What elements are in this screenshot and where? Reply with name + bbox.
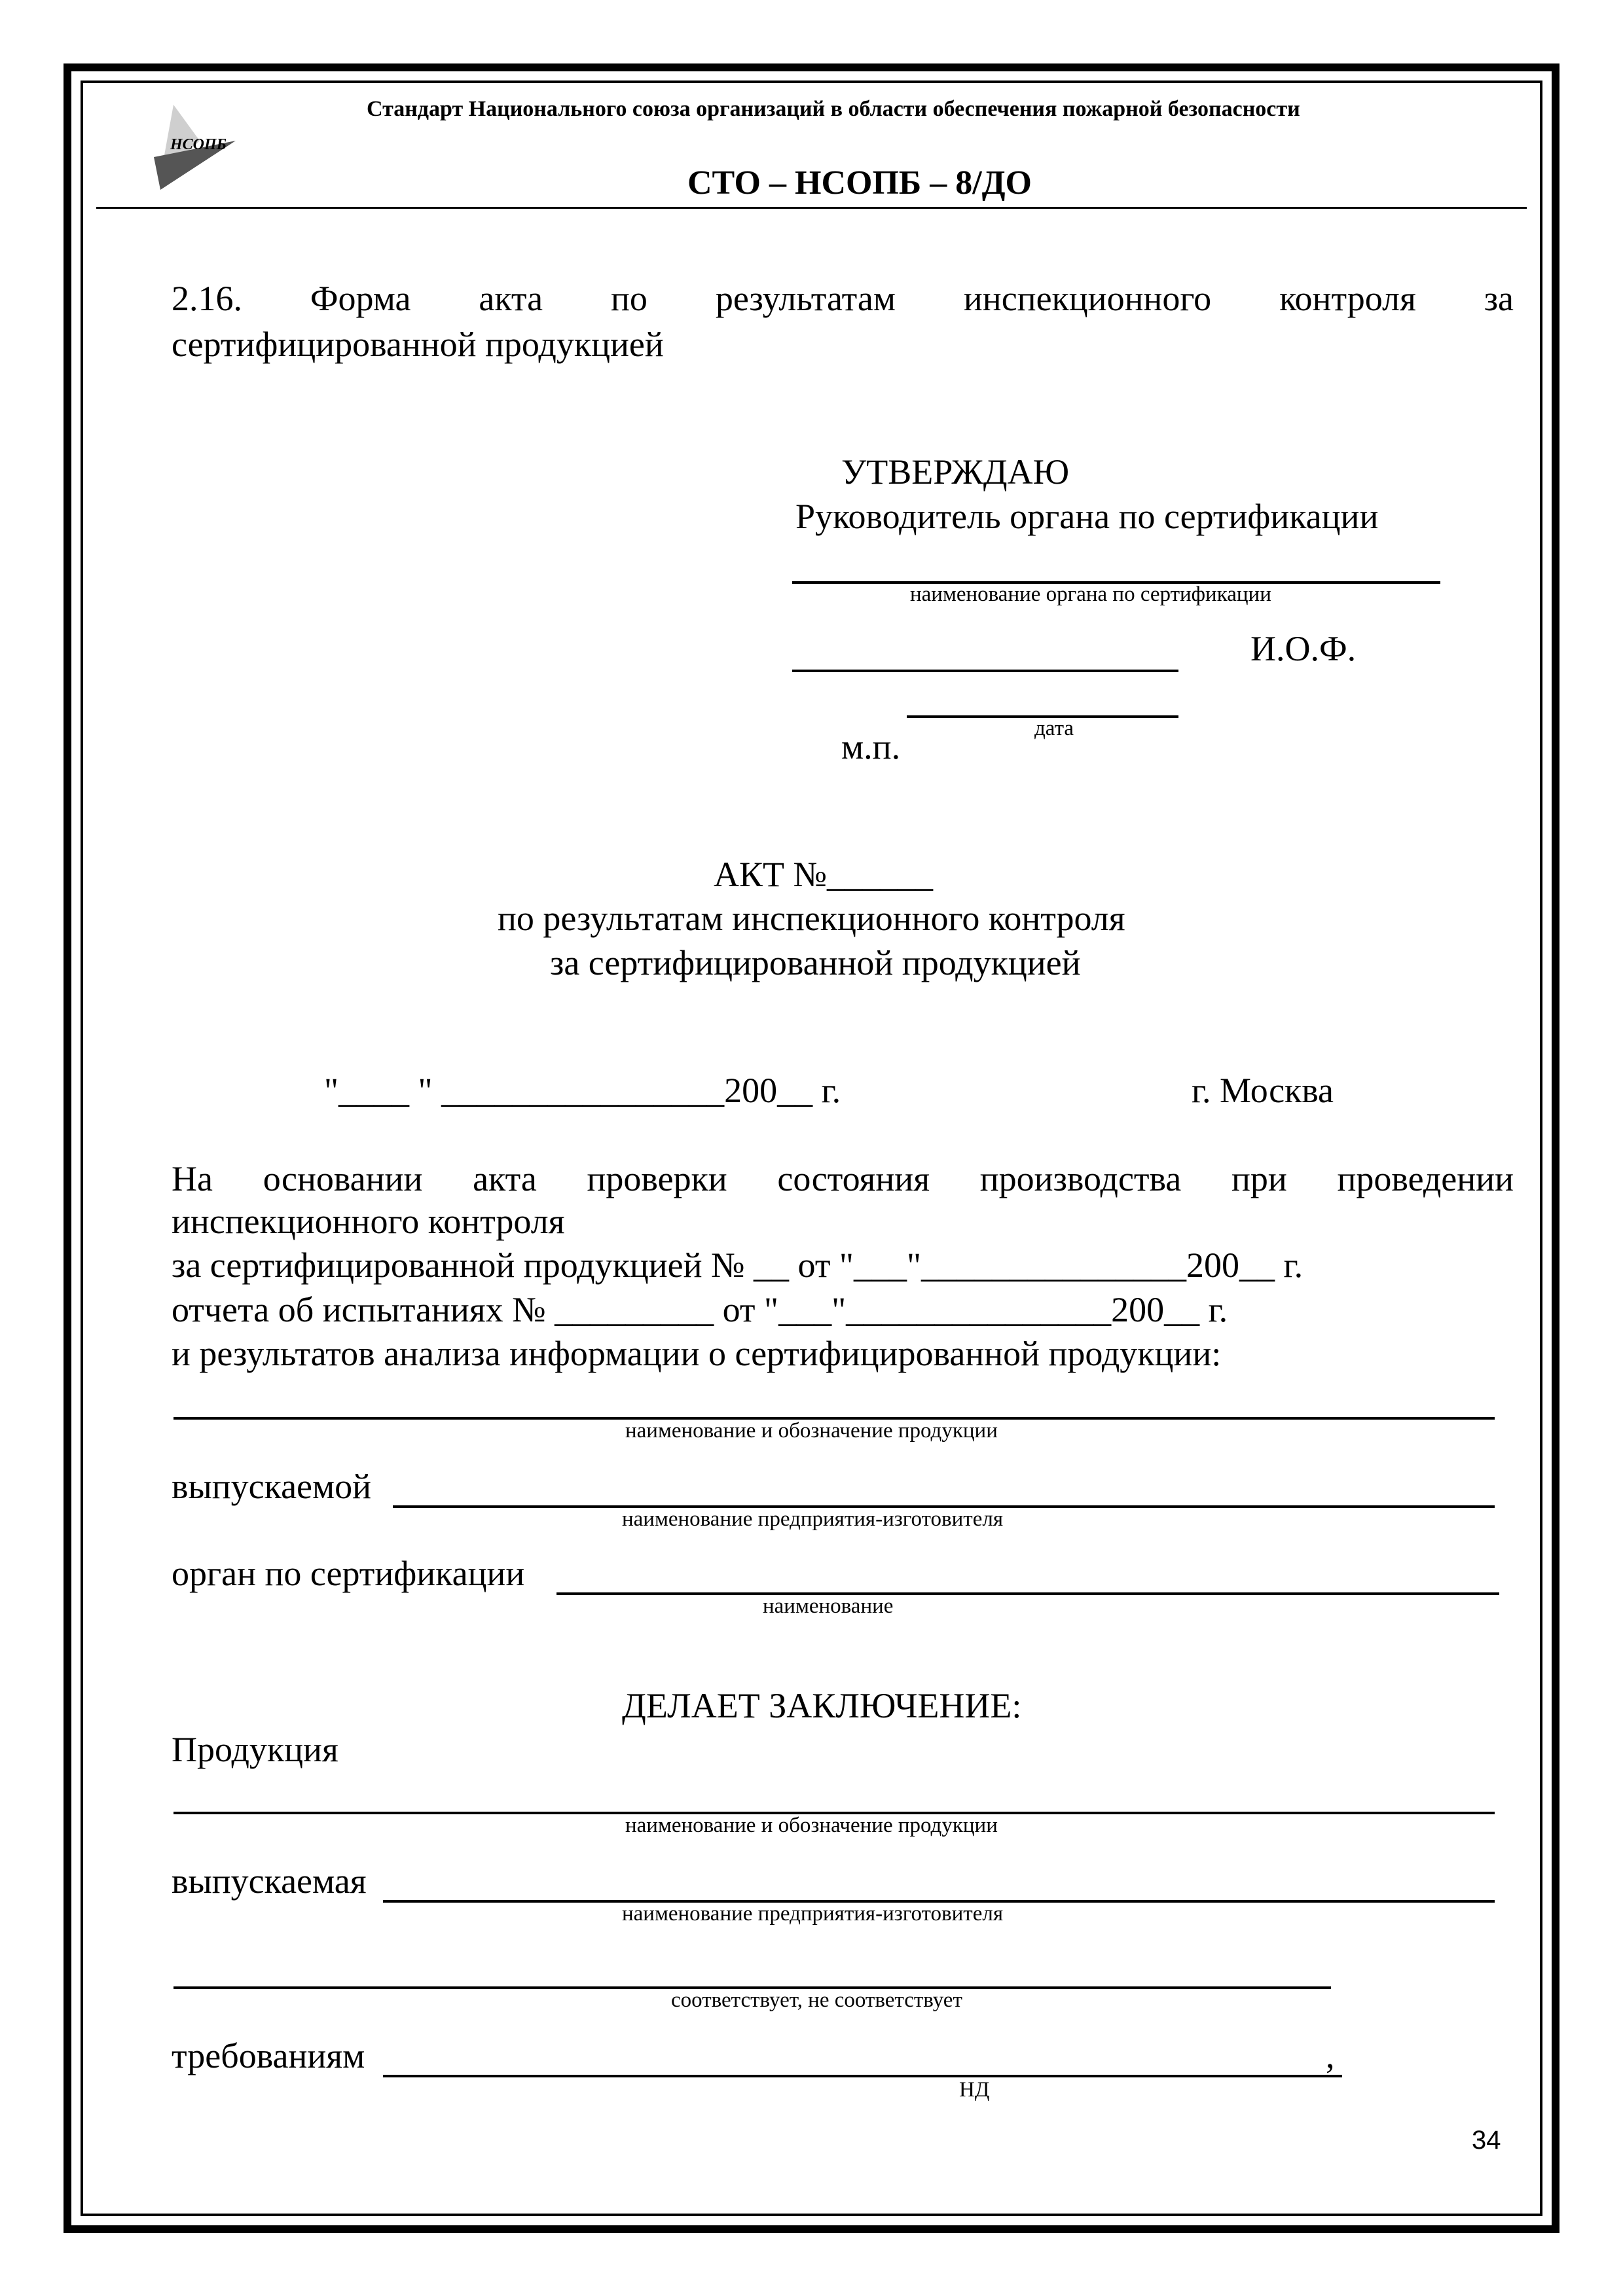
svg-text:НСОПБ: НСОПБ xyxy=(170,136,227,153)
requirements-comma: , xyxy=(1326,2036,1335,2075)
basis-line-1-word: На xyxy=(172,1159,213,1198)
requirements-label: требованиям xyxy=(172,2036,365,2075)
act-subtitle-2: за сертифицированной продукцией xyxy=(550,943,1081,982)
date-caption: дата xyxy=(1034,717,1074,740)
basis-line-3: за сертифицированной продукцией № __ от "___"_______________200__ г. xyxy=(172,1246,1304,1285)
basis-line-1 xyxy=(172,1158,1514,1199)
act-subtitle-1: по результатам инспекционного контроля xyxy=(498,899,1125,938)
section-heading-word: Форма xyxy=(310,279,411,318)
basis-line-4: отчета об испытаниях № _________ от "___"_______________200__ г. xyxy=(172,1290,1228,1329)
conclusion-product-label: Продукция xyxy=(172,1730,338,1769)
page-number: 34 xyxy=(1472,2126,1501,2155)
section-heading-word: акта xyxy=(479,279,543,318)
conclusion-product-caption: наименование и обозначение продукции xyxy=(625,1814,998,1837)
section-heading xyxy=(172,278,1514,319)
stamp-placeholder: м.п. xyxy=(841,727,901,766)
conclusion-heading: ДЕЛАЕТ ЗАКЛЮЧЕНИЕ: xyxy=(622,1686,1022,1725)
section-heading-word: по xyxy=(611,279,647,318)
section-heading-word: за xyxy=(1484,279,1514,318)
act-city: г. Москва xyxy=(1192,1071,1334,1110)
org-name-caption: наименование органа по сертификации xyxy=(910,583,1271,606)
conclusion-manufacturer-caption: наименование предприятия-изготовителя xyxy=(622,1902,1003,1926)
section-heading-word: инспекционного xyxy=(963,279,1212,318)
basis-line-1-word: проведении xyxy=(1337,1159,1514,1198)
basis-line-1-word: проверки xyxy=(587,1159,727,1198)
product-name-caption: наименование и обозначение продукции xyxy=(625,1419,998,1443)
basis-line-1-word: основании xyxy=(263,1159,423,1198)
basis-line-1-word: состояния xyxy=(777,1159,930,1198)
act-title: АКТ №______ xyxy=(714,855,934,894)
basis-line-2: инспекционного контроля xyxy=(172,1202,565,1241)
section-heading-word: 2.16. xyxy=(172,279,242,318)
standard-org-title: Стандарт Национального союза организаций в области обеспечения пожарной безопасности xyxy=(367,97,1300,121)
approve-label: УТВЕРЖДАЮ xyxy=(841,452,1070,492)
approver-initials: И.О.Ф. xyxy=(1250,629,1357,668)
section-heading-word: контроля xyxy=(1279,279,1416,318)
cert-body-caption: наименование xyxy=(763,1594,894,1618)
signature-line xyxy=(792,670,1178,672)
document-code: СТО – НСОПБ – 8/ДО xyxy=(687,164,1032,202)
approver-title: Руководитель органа по сертификации xyxy=(795,497,1379,536)
nd-caption: НД xyxy=(959,2078,990,2102)
section-heading-word: результатам xyxy=(715,279,896,318)
compliance-caption: соответствует, не соответствует xyxy=(671,1988,962,2012)
act-date-line: "____ " ________________200__ г. xyxy=(324,1071,841,1110)
basis-line-1-word: производства xyxy=(979,1159,1182,1198)
cert-body-label: орган по сертификации xyxy=(172,1554,525,1593)
conclusion-released-label: выпускаемая xyxy=(172,1861,367,1901)
basis-line-1-word: при xyxy=(1231,1159,1287,1198)
basis-line-1-word: акта xyxy=(473,1159,537,1198)
nsopb-logo xyxy=(147,105,236,190)
manufacturer-caption: наименование предприятия-изготовителя xyxy=(622,1507,1003,1531)
cert-body-line xyxy=(556,1592,1499,1595)
header-divider xyxy=(96,207,1527,209)
requirements-line xyxy=(383,2075,1342,2077)
section-heading-line2: сертифицированной продукцией xyxy=(172,325,664,364)
released-label: выпускаемой xyxy=(172,1467,372,1506)
basis-line-5: и результатов анализа информации о сертифицированной продукции: xyxy=(172,1334,1222,1373)
